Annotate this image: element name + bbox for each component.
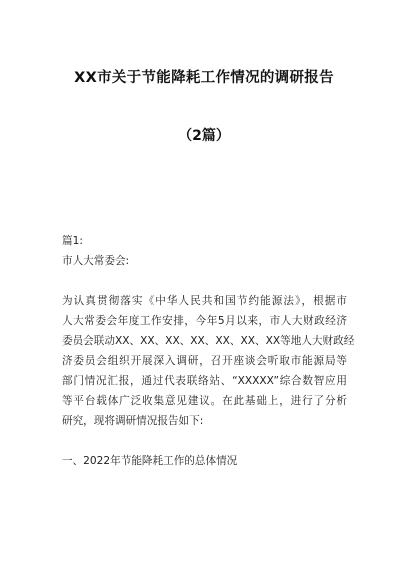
paragraph-line: 委员会联动XX、XX、XX、XX、XX、XX、XX等地人大财政经: [62, 335, 355, 347]
section-label: 篇1:: [62, 235, 83, 247]
paragraph-line: 为认真贯彻落实《中华人民共和国节约能源法》，根据市: [62, 295, 347, 307]
paragraph-line: 部门情况汇报，通过代表联络站、“XXXXX”综合数智应用: [62, 375, 347, 387]
salutation: 市人大常委会:: [62, 255, 130, 267]
paragraph-line: 研究，现将调研情况报告如下:: [62, 415, 204, 427]
section-heading: 一、2022年节能降耗工作的总体情况: [62, 455, 238, 467]
paragraph-line: 人大常委会年度工作安排，今年5月以来，市人大财政经济: [62, 315, 347, 327]
paragraph-line: 等平台载体广泛收集意见建议。在此基础上，进行了分析: [62, 395, 347, 407]
document-subtitle: （2篇）: [178, 128, 230, 144]
paragraph-line: 济委员会组织开展深入调研，召开座谈会听取市能源局等: [62, 355, 347, 367]
document-title: XX市关于节能降耗工作情况的调研报告: [74, 70, 334, 86]
